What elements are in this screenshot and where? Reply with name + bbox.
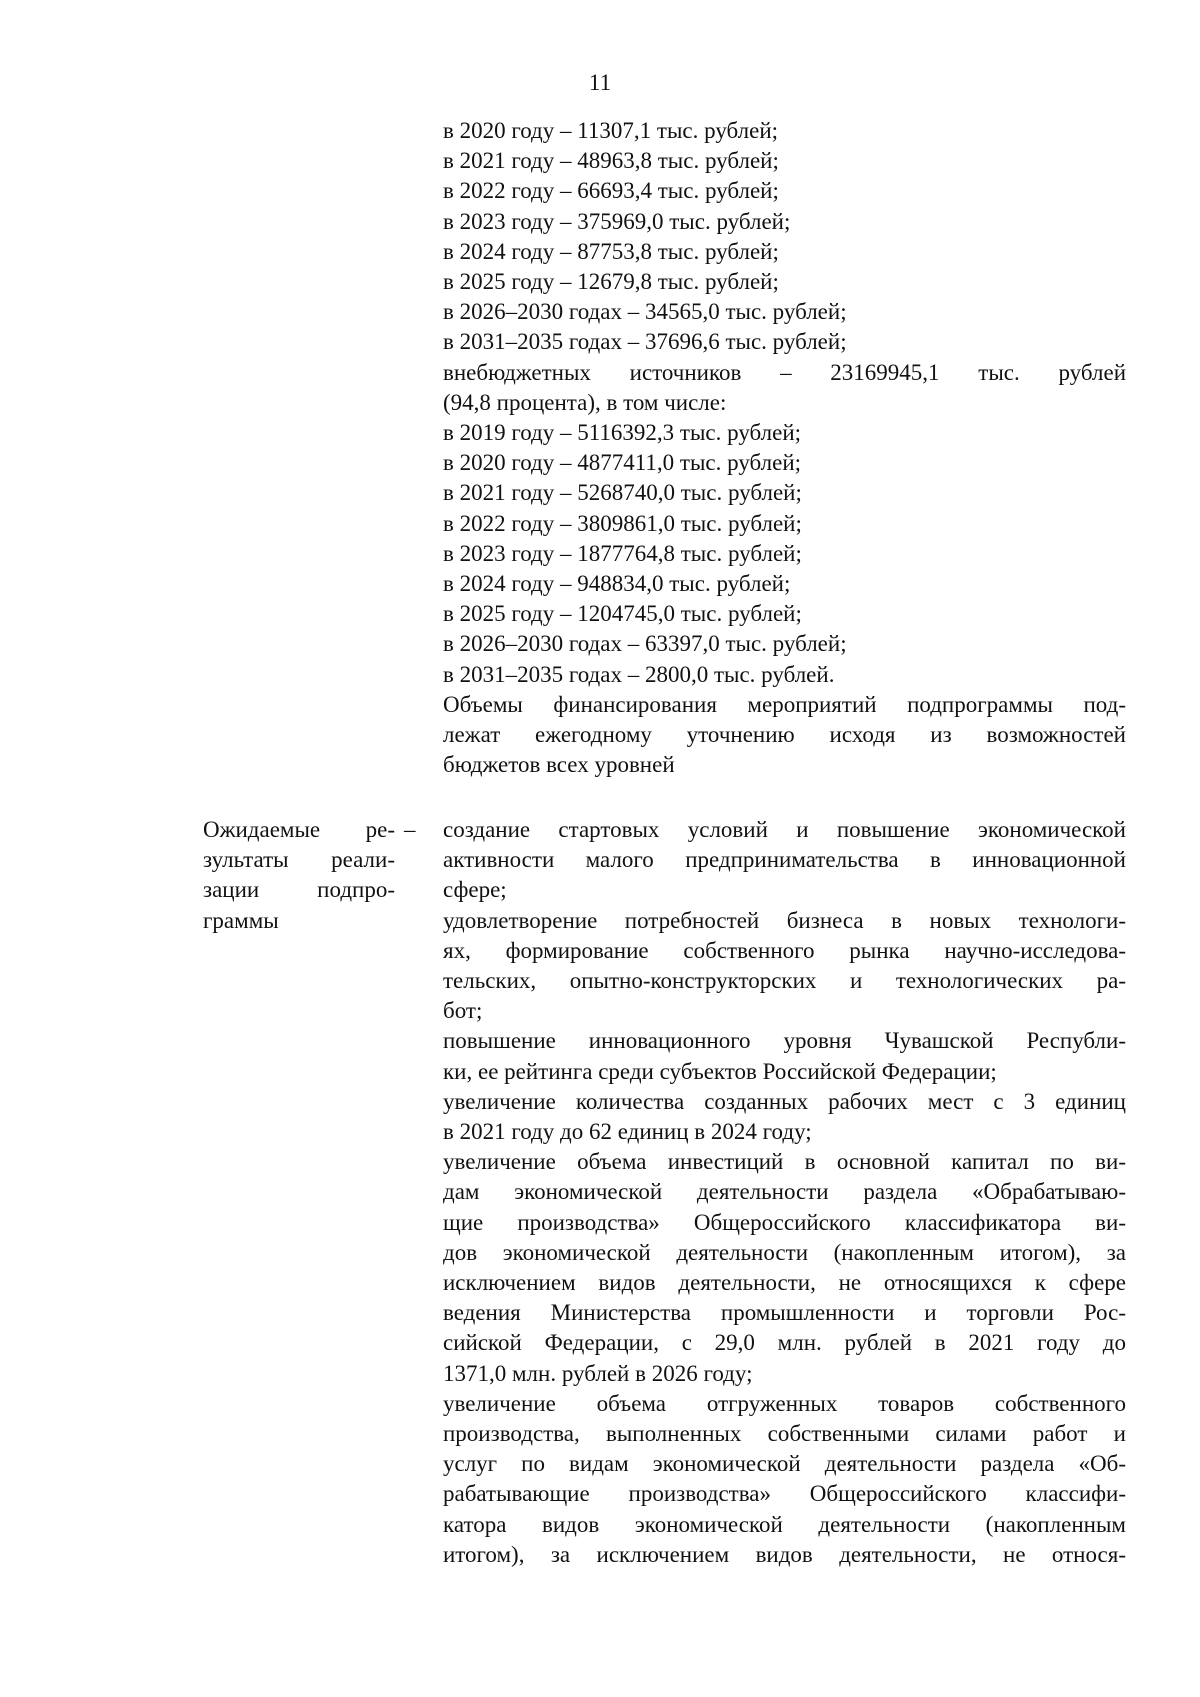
- result-line: создание стартовых условий и повышение экономической: [443, 817, 1126, 842]
- funding-note-line: Объемы финансирования мероприятий подпрограммы под-: [443, 691, 1126, 717]
- result-line: тельских, опытно-конструкторских и технологических ра-: [443, 968, 1126, 994]
- expected-results-label: [203, 815, 395, 936]
- result-line: сфере;: [443, 877, 507, 903]
- result-line: итогом), за исключением видов деятельности, не относя-: [443, 1541, 1126, 1567]
- result-line: ях, формирование собственного рынка научно-исследова-: [443, 937, 1126, 963]
- funding-line: в 2023 году – 375969,0 тыс. рублей;: [443, 208, 791, 234]
- funding-line: в 2021 году – 48963,8 тыс. рублей;: [443, 148, 779, 174]
- funding-line: в 2025 году – 12679,8 тыс. рублей;: [443, 269, 779, 295]
- funding-line: в 2024 году – 87753,8 тыс. рублей;: [443, 238, 779, 264]
- result-line: рабатывающие производства» Общероссийского классифи-: [443, 1481, 1126, 1507]
- result-line: катора видов экономической деятельности (накопленным: [443, 1511, 1126, 1537]
- label-line: зультаты реали-: [203, 847, 395, 873]
- result-line: исключением видов деятельности, не относящихся к сфере: [443, 1270, 1126, 1296]
- result-line: увеличение объема инвестиций в основной капитал по ви-: [443, 1149, 1126, 1175]
- funding-line: в 2021 году – 5268740,0 тыс. рублей;: [443, 480, 802, 506]
- funding-line: в 2019 году – 5116392,3 тыс. рублей;: [443, 420, 802, 446]
- funding-note-line: бюджетов всех уровней: [443, 752, 675, 778]
- extrabudget-share-line: (94,8 процента), в том числе:: [443, 389, 727, 415]
- funding-line: в 2020 году – 4877411,0 тыс. рублей;: [443, 450, 802, 476]
- funding-line: в 2022 году – 3809861,0 тыс. рублей;: [443, 510, 802, 536]
- funding-line: в 2026–2030 годах – 63397,0 тыс. рублей;: [443, 631, 847, 657]
- result-line: ки, ее рейтинга среди субъектов Российской Федерации;: [443, 1058, 997, 1084]
- funding-line: в 2024 году – 948834,0 тыс. рублей;: [443, 571, 791, 597]
- result-line: ведения Министерства промышленности и торговли Рос-: [443, 1300, 1126, 1326]
- result-line: удовлетворение потребностей бизнеса в новых технологи-: [443, 907, 1126, 933]
- label-line: зации подпро-: [203, 877, 395, 903]
- result-line: сийской Федерации, с 29,0 млн. рублей в 2021 году до: [443, 1330, 1126, 1356]
- expected-results-text: [443, 815, 1126, 1570]
- extrabudget-total-line: внебюджетных источников – 23169945,1 тыс. рублей: [443, 359, 1126, 385]
- funding-line: в 2031–2035 годах – 2800,0 тыс. рублей.: [443, 661, 835, 687]
- funding-line: в 2023 году – 1877764,8 тыс. рублей;: [443, 540, 802, 566]
- funding-line: в 2031–2035 годах – 37696,6 тыс. рублей;: [443, 329, 847, 355]
- result-line: бот;: [443, 998, 483, 1024]
- result-line: увеличение количества созданных рабочих мест с 3 единиц: [443, 1088, 1126, 1114]
- funding-line: в 2026–2030 годах – 34565,0 тыс. рублей;: [443, 299, 847, 325]
- result-line: активности малого предпринимательства в инновационной: [443, 847, 1126, 873]
- label-dash: –: [404, 817, 416, 842]
- funding-line: в 2025 году – 1204745,0 тыс. рублей;: [443, 601, 802, 627]
- result-line: дов экономической деятельности (накопленным итогом), за: [443, 1239, 1126, 1265]
- result-line: 1371,0 млн. рублей в 2026 году;: [443, 1360, 753, 1386]
- funding-line: в 2020 году – 11307,1 тыс. рублей;: [443, 118, 779, 143]
- result-line: услуг по видам экономической деятельности раздела «Об-: [443, 1451, 1126, 1477]
- label-line: Ожидаемые ре-: [203, 817, 395, 842]
- result-line: в 2021 году до 62 единиц в 2024 году;: [443, 1119, 812, 1145]
- result-line: дам экономической деятельности раздела «Обрабатываю-: [443, 1179, 1126, 1205]
- result-line: производства, выполненных собственными силами работ и: [443, 1421, 1126, 1447]
- funding-line: в 2022 году – 66693,4 тыс. рублей;: [443, 178, 779, 204]
- funding-note-line: лежат ежегодному уточнению исходя из возможностей: [443, 722, 1126, 748]
- label-line: граммы: [203, 907, 279, 933]
- result-line: увеличение объема отгруженных товаров собственного: [443, 1390, 1126, 1416]
- funding-volumes-text: [443, 116, 1126, 780]
- page-number: 11: [588, 70, 612, 95]
- result-line: щие производства» Общероссийского классификатора ви-: [443, 1209, 1126, 1235]
- result-line: повышение инновационного уровня Чувашской Республи-: [443, 1028, 1126, 1054]
